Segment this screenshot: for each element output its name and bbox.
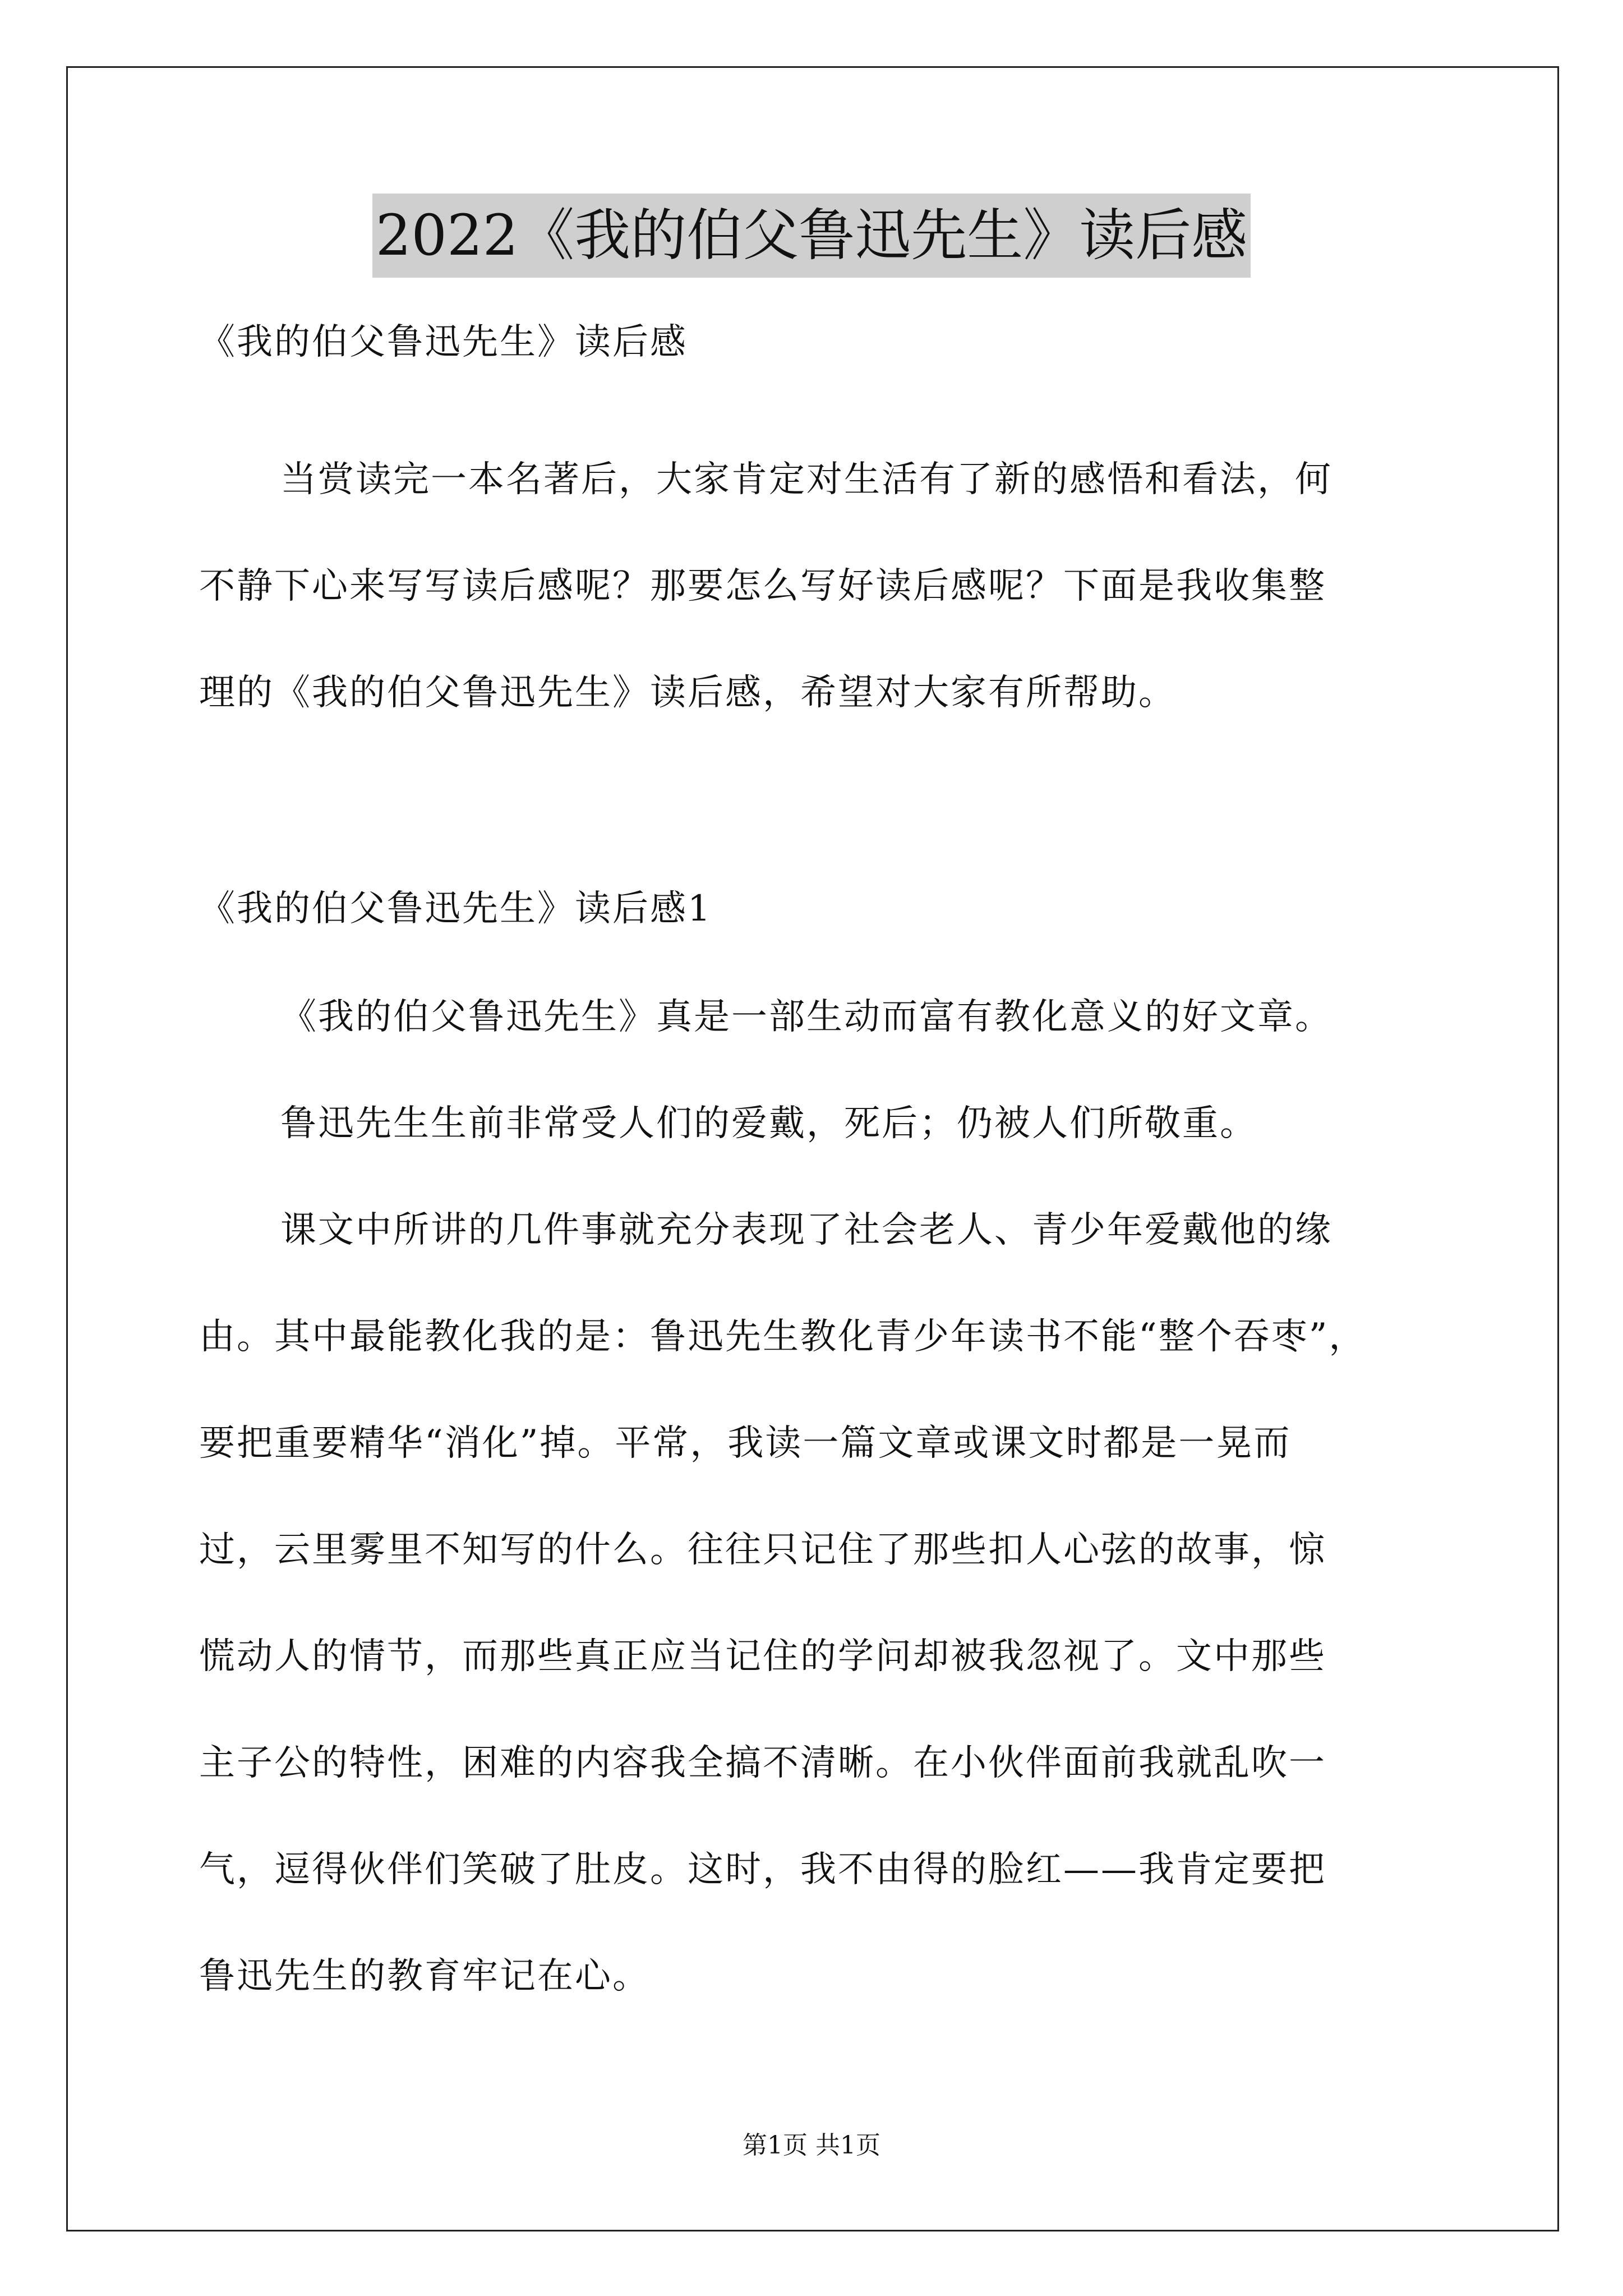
paragraph-line: 鲁迅先生生前非常受人们的爱戴，死后；仍被人们所敬重。 bbox=[280, 1103, 1257, 1144]
paragraph-line: 过，云里雾里不知写的什么。往往只记住了那些扣人心弦的故事，惊 bbox=[199, 1529, 1326, 1571]
paragraph-line: 鲁迅先生的教育牢记在心。 bbox=[199, 1955, 650, 1997]
section-heading: 《我的伯父鲁迅先生》读后感1 bbox=[199, 888, 712, 930]
paragraph-line: 慌动人的情节，而那些真正应当记住的学问却被我忽视了。文中那些 bbox=[199, 1636, 1326, 1677]
paragraph-line: 要把重要精华“消化”掉。平常，我读一篇文章或课文时都是一晃而 bbox=[199, 1423, 1292, 1464]
paragraph-line: 由。其中最能教化我的是：鲁迅先生教化青少年读书不能“整个吞枣”， bbox=[199, 1316, 1367, 1358]
paragraph-line: 不静下心来写写读后感呢？那要怎么写好读后感呢？下面是我收集整 bbox=[199, 565, 1326, 607]
paragraph-line: 理的《我的伯父鲁迅先生》读后感，希望对大家有所帮助。 bbox=[199, 672, 1176, 714]
page-border bbox=[66, 66, 1559, 2231]
document-title-text: 2022《我的伯父鲁迅先生》读后感 bbox=[372, 194, 1251, 278]
document-title bbox=[0, 194, 1623, 278]
page-footer: 第1页 共1页 bbox=[743, 2131, 880, 2160]
paragraph-line: 当赏读完一本名著后，大家肯定对生活有了新的感悟和看法，何 bbox=[280, 459, 1332, 500]
paragraph-line: 气，逗得伙伴们笑破了肚皮。这时，我不由得的脸红——我肯定要把 bbox=[199, 1849, 1326, 1890]
paragraph-line: 《我的伯父鲁迅先生》真是一部生动而富有教化意义的好文章。 bbox=[280, 996, 1332, 1038]
paragraph-line: 课文中所讲的几件事就充分表现了社会老人、青少年爱戴他的缘 bbox=[280, 1209, 1332, 1251]
intro-heading: 《我的伯父鲁迅先生》读后感 bbox=[199, 321, 688, 363]
paragraph-line: 主子公的特性，困难的内容我全搞不清晰。在小伙伴面前我就乱吹一 bbox=[199, 1742, 1326, 1784]
